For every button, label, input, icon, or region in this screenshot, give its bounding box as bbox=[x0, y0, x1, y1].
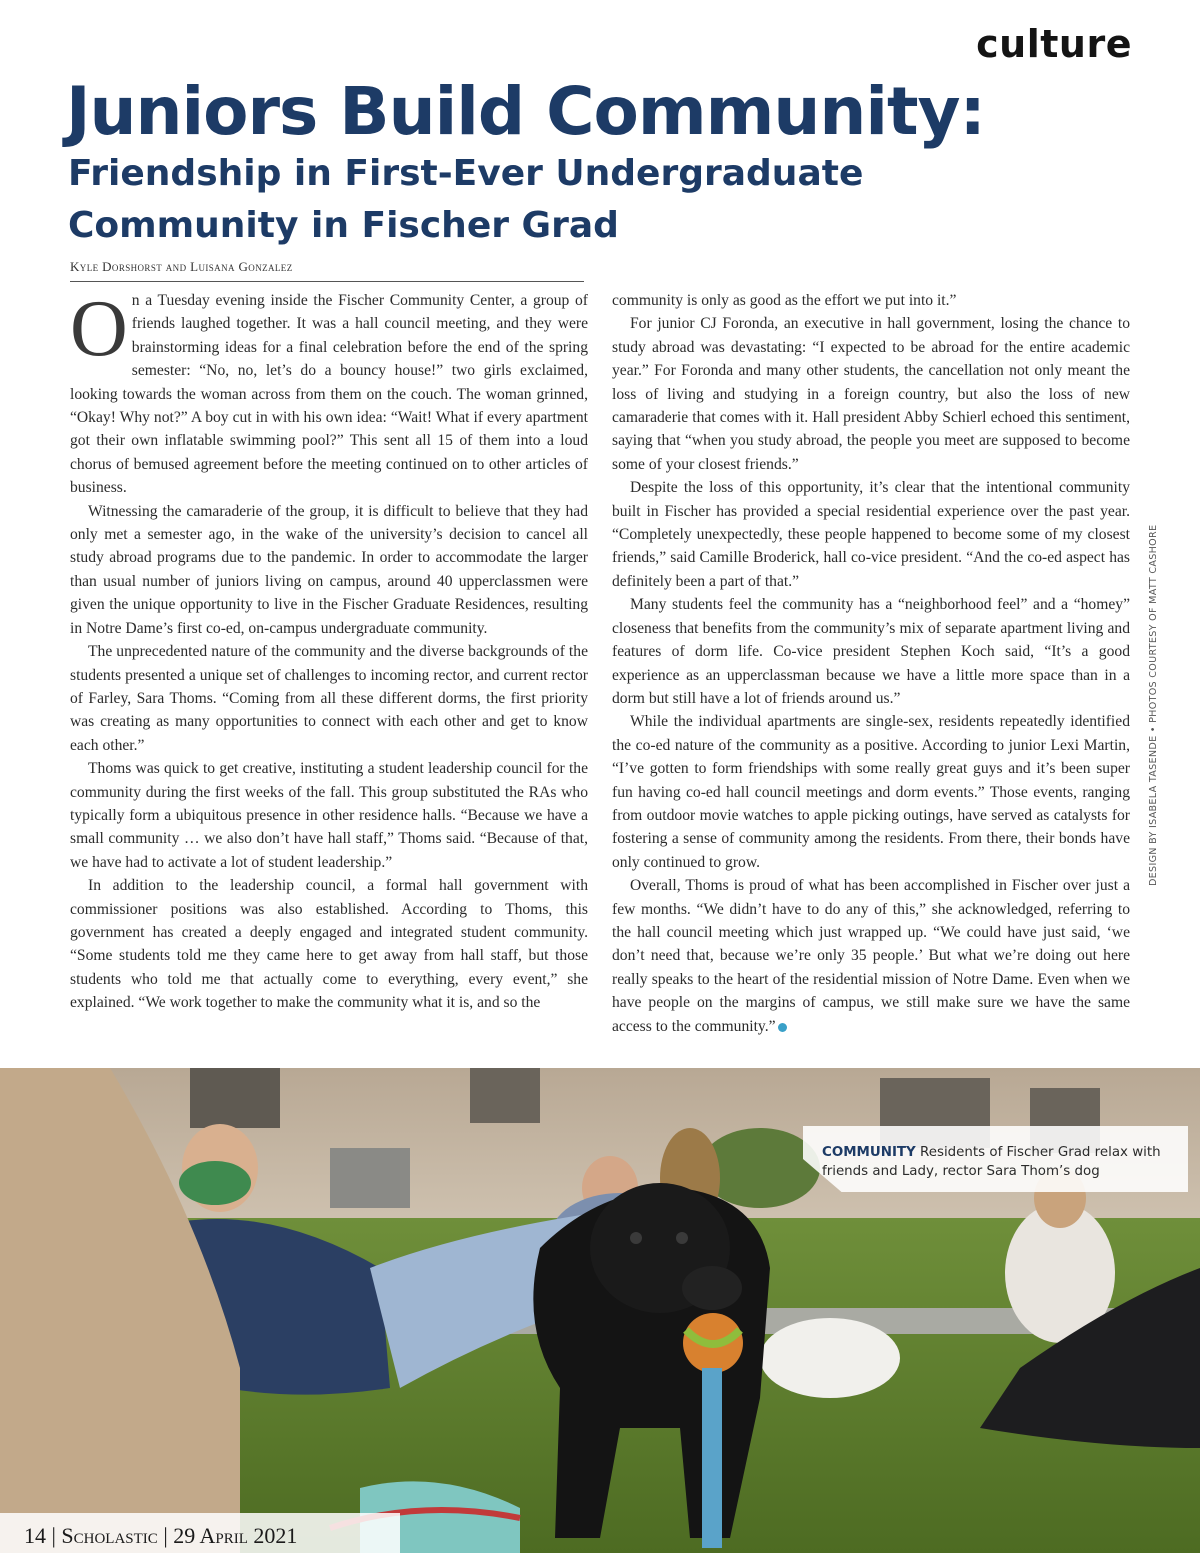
dropcap: O bbox=[70, 285, 128, 373]
headline: Juniors Build Community: bbox=[66, 73, 985, 150]
paragraph-text: Overall, Thoms is proud of what has been accomplished in Fischer over just a few months. “We didn’t have to do any of this,” she acknowledged, referring to the hall council meeting which just wrapped up. “We could have just said, ‘we don’t need that, because we’re only 35 people.’ But what we’re doing out here really speaks to the heart of the residential mission of Notre Dame. Even when we have people on the margins of campus, we still make sure we have the same access to the community.” bbox=[612, 877, 1130, 1035]
left-column bbox=[70, 285, 588, 1015]
subhead-line-2: Community in Fischer Grad bbox=[68, 205, 619, 246]
caption-text: Residents of Fischer Grad relax with friends and Lady, rector Sara Thom’s dog bbox=[822, 1145, 1161, 1179]
right-column bbox=[612, 289, 1130, 1038]
page-number: 14 bbox=[24, 1523, 46, 1548]
folio bbox=[24, 1523, 297, 1549]
paragraph: While the individual apartments are single-sex, residents repeatedly identified the co-ed nature of the community as a positive. According to junior Lexi Martin, “I’ve gotten to form friendships with some really great guys and it’s been super fun having co-ed hall council meetings and dorm events.” Those events, ranging from outdoor movie watches to apple picking outings, have served as catalysts for fostering a sense of community among the residents. From there, their bonds have only continued to grow. bbox=[612, 713, 1130, 871]
paragraph: Despite the loss of this opportunity, it’s clear that the intentional community built in Fischer has provided a special residential experience over the past year. “Completely unexpectedly, these people happened to become some of my closest friends,” said Camille Broderick, hall co-vice president. “And the co-ed aspect has definitely been a part of that.” bbox=[612, 479, 1130, 590]
paragraph: community is only as good as the effort we put into it.” bbox=[612, 292, 957, 309]
paragraph: Many students feel the community has a “neighborhood feel” and a “homey” closeness that benefits from the community’s mix of separate apartment living and features of dorm life. Co-vice president Stephen Koch said, “It’s a good experience as an upperclassman because we have a little more space than in a dorm but still have a lot of friends around us.” bbox=[612, 596, 1130, 707]
paragraph: The unprecedented nature of the community and the diverse backgrounds of the students presented a unique set of challenges to incoming rector, and current rector of Farley, Sara Thoms. “Coming from all these different dorms, the first priority was creating as many opportunities to connect with each other and get to know each other.” bbox=[70, 643, 588, 754]
subhead bbox=[68, 148, 968, 252]
magazine-name: Scholastic bbox=[61, 1523, 158, 1548]
caption-label: COMMUNITY bbox=[822, 1145, 916, 1160]
paragraph: In addition to the leadership council, a formal hall government with commissioner positions was also established. According to Thoms, this government has created a deeply engaged and integrated student community. “Some students told me they came here to get away from hall staff, but those students who told me that actually come to everything, every event,” she explained. “We work together to make the community what it is, and so the bbox=[70, 877, 588, 1012]
byline: Kyle Dorshorst and Luisana Gonzalez bbox=[70, 259, 293, 274]
paragraph: Thoms was quick to get creative, instituting a student leadership council for the community during the first weeks of the fall. This group substituted the RAs who typically form a ubiquitous presence in other residence halls. “Because we have a small community … we also don’t have hall staff,” Thoms said. “Because of that, we have had to activate a lot of student leadership.” bbox=[70, 760, 588, 871]
paragraph: Witnessing the camaraderie of the group, it is difficult to believe that they had only met a semester ago, in the wake of the university’s decision to cancel all study abroad programs due to the pandemic. In order to accommodate the larger than usual number of juniors living on campus, around 40 upperclassmen were given the unique opportunity to live in the Fischer Graduate Residences, resulting in Notre Dame’s first co-ed, on-campus undergraduate community. bbox=[70, 502, 588, 637]
folio-separator: | bbox=[46, 1523, 62, 1548]
section-tag: culture bbox=[976, 22, 1132, 66]
paragraph: For junior CJ Foronda, an executive in hall government, losing the chance to study abroad was devastating: “I expected to be abroad for the entire academic year.” For Foronda and many other students, the cancellation not only meant the loss of living and studying in a foreign country, but also the loss of new camaraderie that comes with it. Hall president Abby Schierl echoed this sentiment, saying that “when you study abroad, the people you meet are supposed to become some of your closest friends.” bbox=[612, 315, 1130, 473]
photo-caption bbox=[822, 1143, 1182, 1181]
byline-rule bbox=[70, 281, 584, 282]
paragraph bbox=[612, 874, 1130, 1038]
paragraph bbox=[70, 285, 588, 500]
subhead-line-1: Friendship in First-Ever Undergraduate bbox=[68, 153, 864, 194]
paragraph-text: n a Tuesday evening inside the Fischer Community Center, a group of friends laughed together. It was a hall council meeting, and they were brainstorming ideas for a final celebration before the end of the spring semester: “No, no, let’s do a bouncy house!” two girls exclaimed, looking towards the woman across from them on the couch. The woman grinned, “Okay! Why not?” A boy cut in with his own idea: “Wait! What if every apartment got their own inflatable swimming pool?” This sent all 15 of them into a loud chorus of bemused agreement before the meeting continued on to other articles of business. bbox=[70, 292, 588, 497]
issue-date: 29 April 2021 bbox=[173, 1523, 298, 1548]
end-mark-icon bbox=[778, 1023, 787, 1032]
photo-credit: DESIGN BY ISABELA TASENDE • PHOTOS COURTESY OF MATT CASHORE bbox=[1148, 524, 1159, 886]
folio-separator: | bbox=[157, 1523, 174, 1548]
